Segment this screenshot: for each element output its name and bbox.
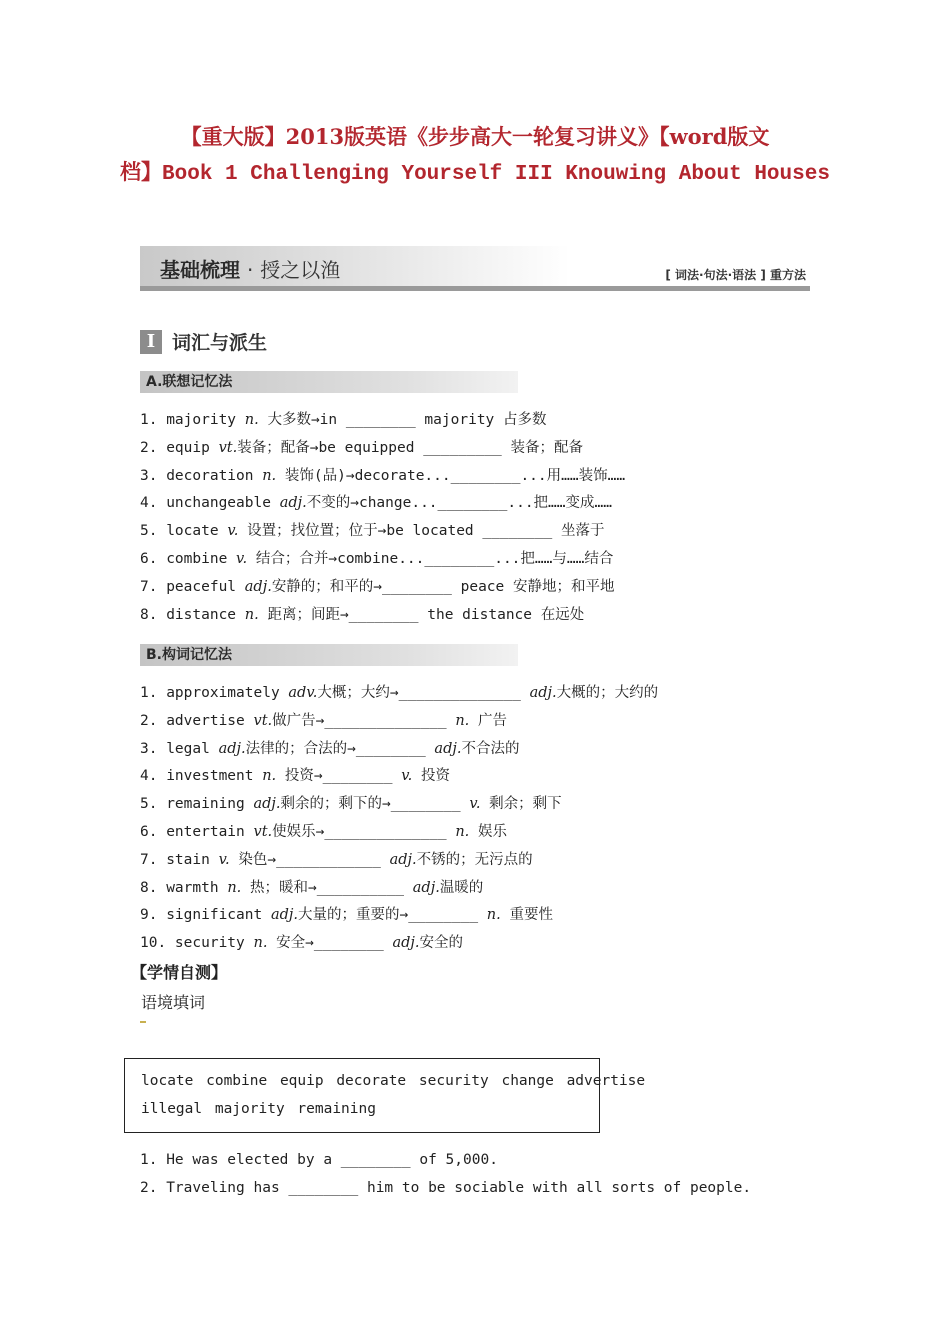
item-text: 2. equip — [140, 439, 219, 456]
part-of-speech: n. — [253, 935, 268, 952]
part-a-list — [140, 407, 625, 629]
part-of-speech: v. — [236, 550, 248, 567]
part-b-header: B.构词记忆法 — [140, 644, 518, 666]
list-item — [140, 763, 658, 791]
item-text: 3. legal — [140, 740, 219, 757]
list-item — [140, 435, 625, 463]
item-text: 6. entertain — [140, 823, 254, 840]
item-text: 大概的；大约的 — [556, 685, 659, 701]
item-text: 6. combine — [140, 550, 237, 567]
item-text: 4. unchangeable — [140, 495, 280, 512]
banner-main-text: 基础梳理 — [160, 258, 240, 282]
part-of-speech: adj. — [392, 935, 420, 952]
list-item — [140, 736, 658, 764]
part-of-speech: n. — [244, 412, 259, 428]
item-text: 广告 — [469, 712, 508, 729]
list-item — [140, 875, 658, 903]
part-of-speech: n. — [227, 879, 242, 896]
part-of-speech: n. — [455, 823, 470, 840]
item-text: 1. approximately — [140, 685, 289, 701]
item-text: 投资 — [412, 768, 451, 785]
item-text: 设置；找位置；位于→be located ________ 坐落于 — [238, 523, 605, 540]
list-item — [140, 463, 625, 491]
part-of-speech: vt. — [218, 439, 238, 456]
list-item — [140, 546, 625, 574]
part-of-speech: v. — [401, 768, 413, 785]
part-of-speech: adj. — [529, 685, 557, 701]
item-text: 娱乐 — [469, 823, 508, 840]
part-of-speech: adj. — [279, 495, 307, 512]
selftest-label: 【学情自测】 — [131, 963, 228, 982]
title-line-2: 档】Book 1 Challenging Yourself III Knouwing About Houses — [120, 163, 830, 186]
title-line-1: 【重大版】2013版英语《步步高大一轮复习讲义》【word版文 — [180, 124, 770, 149]
list-item — [140, 902, 658, 930]
part-of-speech: v. — [218, 851, 230, 868]
item-text: 10. security — [140, 935, 254, 952]
item-text: 5. locate — [140, 523, 228, 540]
part-of-speech: n. — [455, 712, 470, 729]
list-item — [140, 574, 625, 602]
item-text: 温暖的 — [439, 879, 484, 896]
item-text: 装备；配备→be equipped _________ 装备；配备 — [237, 439, 584, 456]
list-item — [140, 680, 658, 708]
part-of-speech: v. — [469, 796, 481, 813]
exercise-1: 1. He was elected by a ________ of 5,000. — [140, 1152, 498, 1168]
section-heading — [140, 328, 267, 354]
part-of-speech: n. — [262, 768, 277, 785]
item-text: 大量的；重要的→________ — [298, 907, 487, 924]
item-text: 使娱乐→______________ — [272, 823, 456, 840]
list-item — [140, 518, 625, 546]
section-title: 词汇与派生 — [172, 332, 268, 354]
stray-mark — [140, 1021, 146, 1023]
item-text: 8. warmth — [140, 879, 228, 896]
item-text: 染色→____________ — [229, 851, 390, 868]
item-text: 9. significant — [140, 907, 271, 924]
exercise-2: 2. Traveling has ________ him to be sociable with all sorts of people. — [140, 1180, 752, 1196]
item-text: 安全的 — [419, 935, 464, 952]
item-text: 安静的；和平的→________ peace 安静地；和平地 — [271, 578, 615, 595]
part-of-speech: n. — [262, 467, 277, 484]
part-of-speech: adj. — [244, 578, 272, 595]
item-text: 1. majority — [140, 412, 245, 428]
item-text: 7. peaceful — [140, 578, 245, 595]
item-text: 装饰(品)→decorate...________...用……装饰…… — [276, 467, 626, 484]
part-b-list — [140, 680, 658, 958]
part-of-speech: adj. — [389, 851, 417, 868]
banner-rule — [140, 286, 810, 291]
part-of-speech: n. — [486, 907, 501, 924]
list-item — [140, 708, 658, 736]
list-item — [140, 930, 658, 958]
part-of-speech: adj. — [218, 740, 246, 757]
banner-right-text: [ 词法·句法·语法 ] 重方法 — [665, 268, 806, 282]
item-text: 3. decoration — [140, 467, 263, 484]
item-text: 剩余的；剩下的→________ — [280, 796, 470, 813]
item-text: 投资→________ — [276, 768, 402, 785]
item-text: 不锈的；无污点的 — [416, 851, 533, 868]
list-item — [140, 407, 625, 435]
item-text: 距离；间距→________ the distance 在远处 — [258, 606, 585, 623]
section-number: I — [140, 330, 162, 354]
part-of-speech: adj. — [270, 907, 298, 924]
item-text: 4. investment — [140, 768, 263, 785]
banner-sub-text: 授之以渔 — [260, 258, 341, 282]
banner-title — [160, 254, 340, 283]
part-of-speech: v. — [227, 523, 239, 540]
list-item — [140, 791, 658, 819]
part-of-speech: vt. — [253, 823, 273, 840]
item-text: 安全→________ — [267, 935, 393, 952]
item-text: 8. distance — [140, 606, 245, 623]
item-text: 7. stain — [140, 851, 219, 868]
item-text: 法律的；合法的→________ — [245, 740, 435, 757]
item-text: 2. advertise — [140, 712, 254, 729]
selftest-sub: 语境填词 — [141, 993, 206, 1012]
part-of-speech: adv. — [288, 685, 318, 701]
list-item — [140, 819, 658, 847]
item-text: 大多数→in ________ majority 占多数 — [258, 412, 547, 428]
document-title — [95, 118, 855, 194]
item-text: 不变的→change...________...把……变成…… — [306, 495, 612, 512]
list-item — [140, 847, 658, 875]
word-bank-box — [124, 1058, 646, 1133]
item-text: 不合法的 — [461, 740, 520, 757]
banner-dot: · — [246, 258, 254, 282]
list-item — [140, 602, 625, 630]
part-a-header: A.联想记忆法 — [140, 371, 518, 393]
item-text: 结合；合并→combine...________...把……与……结合 — [247, 550, 614, 567]
item-text: 热；暖和→__________ — [241, 879, 413, 896]
part-of-speech: n. — [244, 606, 259, 623]
part-of-speech: adj. — [253, 796, 281, 813]
word-bank-row-2: illegal majority remaining — [141, 1101, 376, 1117]
list-item — [140, 490, 625, 518]
word-bank-row-1: locate combine equip decorate security change advertise — [141, 1073, 646, 1089]
item-text: 5. remaining — [140, 796, 254, 813]
part-of-speech: adj. — [412, 879, 440, 896]
part-of-speech: vt. — [253, 712, 273, 729]
item-text: 大概；大约→______________ — [317, 685, 530, 701]
item-text: 做广告→______________ — [272, 712, 456, 729]
item-text: 重要性 — [500, 907, 553, 924]
section-banner — [140, 246, 810, 290]
part-of-speech: adj. — [434, 740, 462, 757]
item-text: 剩余；剩下 — [480, 796, 562, 813]
